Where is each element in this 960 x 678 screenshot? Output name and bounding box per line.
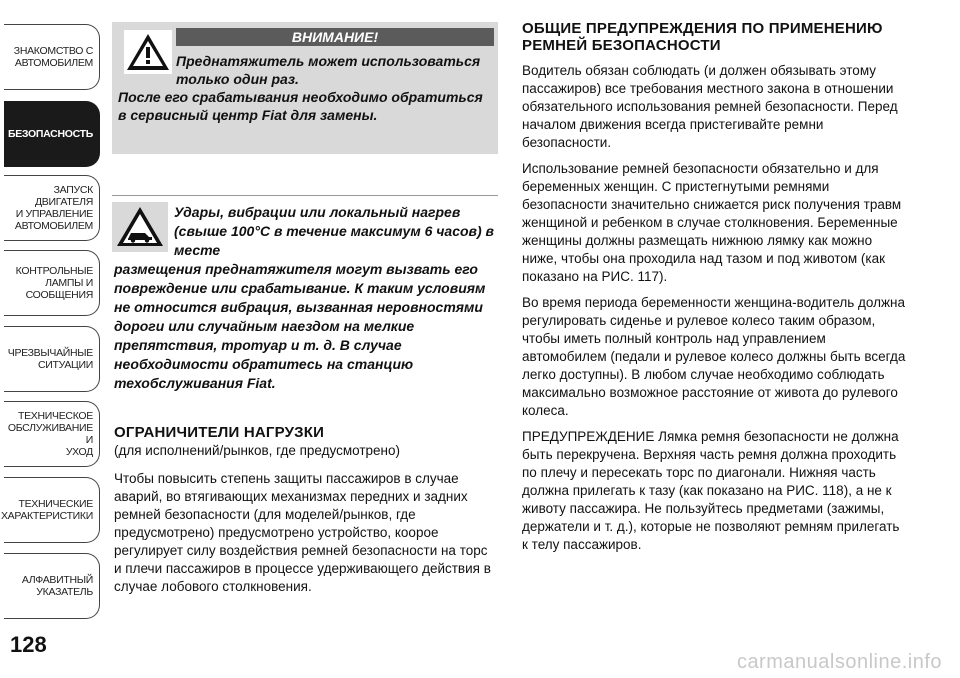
warning-box	[112, 22, 498, 154]
warning-text	[118, 52, 490, 124]
tab-safety[interactable]: БЕЗОПАСНОСТЬ	[4, 101, 100, 167]
general-heading: ОБЩИЕ ПРЕДУПРЕЖДЕНИЯ ПО ПРИМЕНЕНИЮ РЕМНЕЙ БЕЗОПАСНОСТИ	[522, 20, 883, 54]
limiters-paragraph: Чтобы повысить степень защиты пассажиров в случае аварий, во втягивающих механизмах передних и задних ремней безопасности (для моделей/рынков, где предусмотрено) предусмотрено устройство, коорое регулирует силу воздействия ремней безопасности на торс и плечи пассажиров в процессе удерживающего действия в случае лобового столкновения.	[114, 471, 491, 594]
note-text	[114, 203, 498, 393]
general-paragraph-1: Водитель обязан соблюдать (и должен обязывать этому пассажиров) все требования местного закона в отношении обязательного использования ремней безопасности. Перед началом движения всегда пристегивайте ремни безопасности.	[522, 63, 898, 150]
note-text-rest: размещения преднатяжителя могут вызвать его повреждение или срабатывание. К таким условиям не относится вибрация, вызванная неровностями дороги или случайным наездом на мелкие препятствия, тротуар и т. д. В случае необходимости обратитесь на станцию техобслуживания Fiat.	[114, 261, 486, 391]
general-warnings-section	[522, 20, 906, 562]
general-paragraph-4: ПРЕДУПРЕЖДЕНИЕ Лямка ремня безопасности не должна быть перекручена. Верхняя часть ремня должна проходить по плечу и пересекать торс по диагонали. Нижняя часть должна прилегать к тазу (как показано на РИС. 118), а не к животу пассажира. Не пользуйтесь предметами (зажимы, держатели и т. д.), которые не позволяют ремням прилегать к телу пассажиров.	[522, 429, 900, 552]
warning-text-lead: Преднатяжитель может использоваться только один раз.	[176, 53, 481, 87]
tab-starting-driving[interactable]: ЗАПУСК ДВИГАТЕЛЯ И УПРАВЛЕНИЕ АВТОМОБИЛЕМ	[4, 175, 100, 241]
tab-maintenance[interactable]: ТЕХНИЧЕСКОЕ ОБСЛУЖИВАНИЕ И УХОД	[4, 401, 100, 467]
tab-emergencies[interactable]: ЧРЕЗВЫЧАЙНЫЕ СИТУАЦИИ	[4, 326, 100, 392]
general-paragraph-2: Использование ремней безопасности обязательно и для беременных женщин. С пристегнутыми ремнями безопасности значительно снижается риск получения травм женщиной и ребенком в случае столкновения. Беременные женщины должны размещать нижнюю лямку как можно ниже, чтобы она проходила над тазом и под животом (как показано на РИС. 117).	[522, 161, 902, 284]
watermark: carmanualsonline.info	[736, 651, 942, 673]
warning-text-rest: После его срабатывания необходимо обратиться в сервисный центр Fiat для замены.	[118, 89, 483, 123]
tab-introduction[interactable]: ЗНАКОМСТВО С АВТОМОБИЛЕМ	[4, 24, 100, 90]
page-number: 128	[10, 632, 47, 657]
section-divider	[112, 195, 498, 196]
tab-index[interactable]: АЛФАВИТНЫЙ УКАЗАТЕЛЬ	[4, 553, 100, 619]
general-paragraph-3: Во время периода беременности женщина-водитель должна регулировать сиденье и рулевое колесо таким образом, чтобы иметь полный контроль над управлением автомобилем (педали и рулевое колесо должны быть всегда легко доступны). В любом случае необходимо соблюдать максимально возможное расстояние от живота до рулевого колеса.	[522, 295, 906, 418]
warning-title: ВНИМАНИЕ!	[176, 28, 494, 46]
tab-specifications[interactable]: ТЕХНИЧЕСКИЕ ХАРАКТЕРИСТИКИ	[4, 477, 100, 543]
note-text-lead: Удары, вибрации или локальный нагрев (свыше 100°C в течение максимум 6 часов) в месте	[174, 204, 495, 258]
chapter-tabs	[0, 0, 100, 678]
limiters-subheading: (для исполнений/рынков, где предусмотрено)	[114, 443, 401, 458]
tab-warning-lights[interactable]: КОНТРОЛЬНЫЕ ЛАМПЫ И СООБЩЕНИЯ	[4, 250, 100, 316]
limiters-heading: ОГРАНИЧИТЕЛИ НАГРУЗКИ	[114, 424, 325, 441]
